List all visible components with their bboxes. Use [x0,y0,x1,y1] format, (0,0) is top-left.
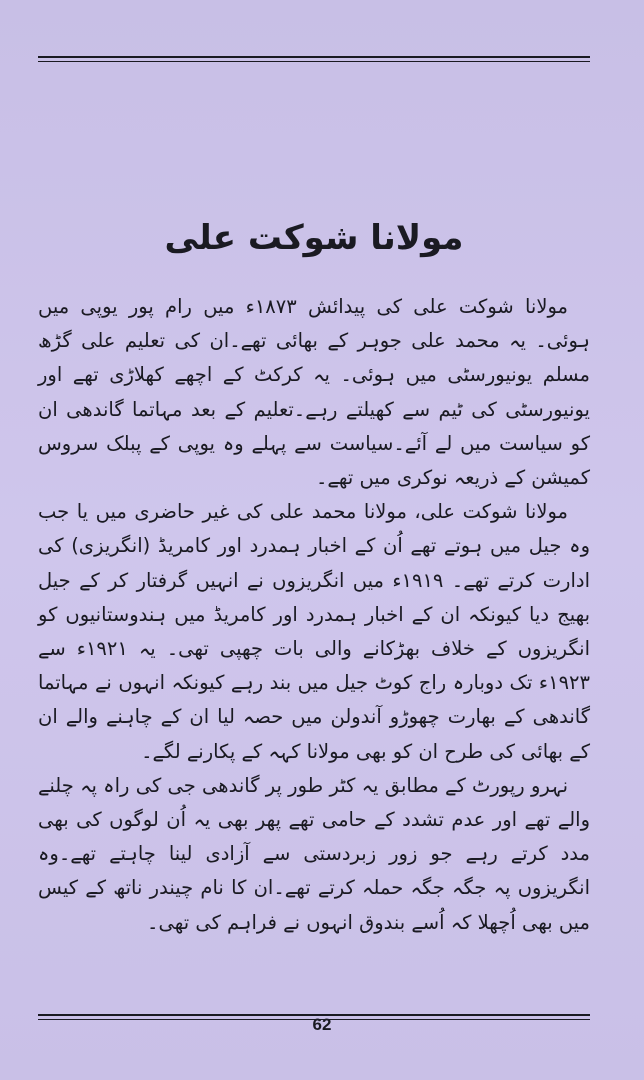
paragraph-3: نہرو رپورٹ کے مطابق یہ کٹر طور پر گاندھی جی کی راہ پہ چلنے والے تھے اور عدم تشدد کے حامی تھے پھر بھی یہ اُن لوگوں کی بھی مدد کرتے رہے جو زور زبردستی سے آزادی لینا چاہتے تھے۔وہ انگریزوں پہ جگہ جگہ حملہ کرتے تھے۔ان کا نام چیندر ناتھ کے کیس میں بھی اُچھلا کہ اُسے بندوق انہوں نے فراہم کی تھی۔ [38,773,590,934]
page-number: 62 [312,1015,332,1034]
top-rule-thin [38,61,590,62]
body-text [38,290,590,940]
top-rule-thick [38,56,590,58]
paragraph-2: مولانا شوکت علی، مولانا محمد علی کی غیر حاضری میں یا جب وہ جیل میں ہوتے تھے اُن کے اخبار ہمدرد اور کامریڈ (انگریزی) کی ادارت کرتے تھے۔ ۱۹۱۹ء میں انگریزوں نے انہیں گرفتار کر کے جیل بھیج دیا کیونکہ ان کے اخبار ہمدرد اور کامریڈ میں ہندوستانیوں کو انگریزوں کے خلاف بھڑکانے والی بات چھپی تھی۔ یہ ۱۹۲۱ء سے ۱۹۲۳ء تک دوبارہ راج کوٹ جیل میں بند رہے کیونکہ انہوں نے مہاتما گاندھی کے بھارت چھوڑو آندولن میں حصہ لیا ان کے چاہنے والے ان کے بھائی کی طرح ان کو بھی مولانا کہہ کے پکارنے لگے۔ [38,500,590,763]
paragraph-1: مولانا شوکت علی کی پیدائش ۱۸۷۳ء میں رام پور یوپی میں ہوئی۔ یہ محمد علی جوہر کے بھائی تھے۔ان کی تعلیم علی گڑھ مسلم یونیورسٹی میں ہوئی۔ یہ کرکٹ کے اچھے کھلاڑی تھے اور یونیورسٹی کی ٹیم سے کھیلتے رہے۔تعلیم کے بعد مہاتما گاندھی ان کو سیاست میں لے آئے۔سیاست سے پہلے وہ یوپی کے پبلک سروس کمیشن کے ذریعہ نوکری میں تھے۔ [38,295,590,490]
chapter-title: مولانا شوکت علی [164,218,464,258]
